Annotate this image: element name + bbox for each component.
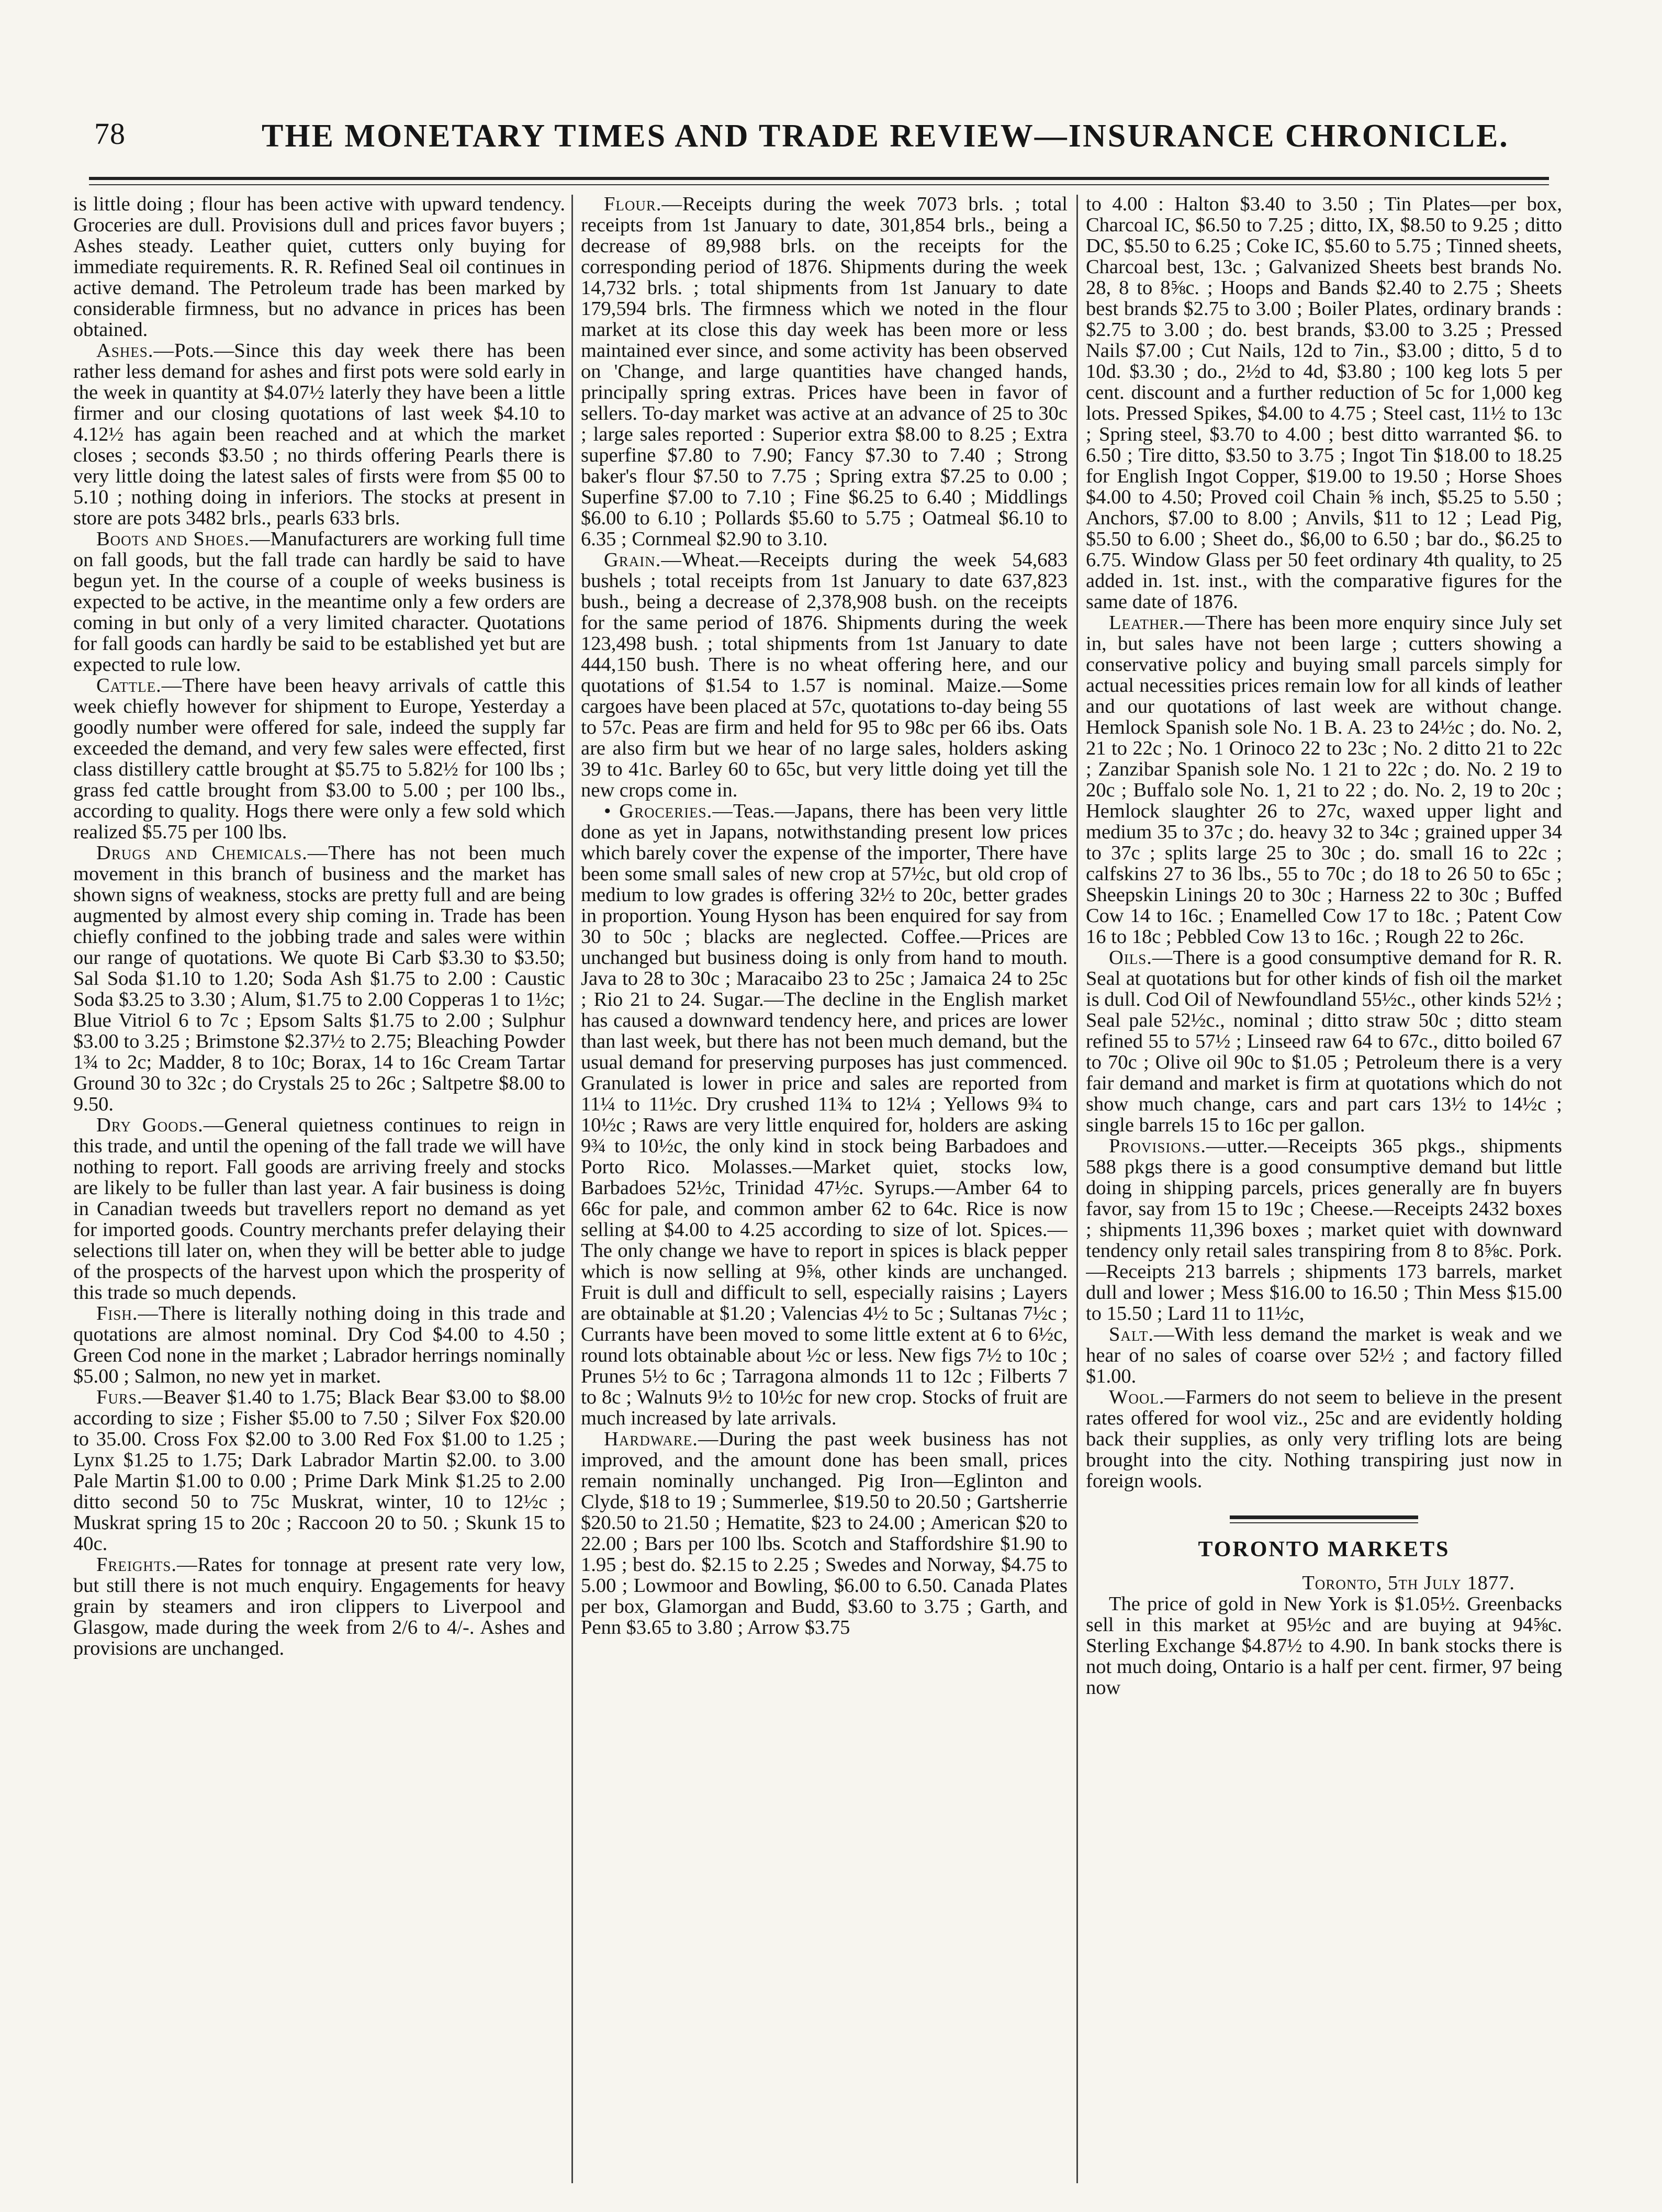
section-heading: Leather.—	[1109, 612, 1206, 634]
article-paragraph-drugs	[73, 843, 565, 1115]
section-heading: Furs.—	[96, 1386, 164, 1408]
section-heading: Provisions.—	[1109, 1135, 1227, 1157]
article-paragraph-freights	[73, 1554, 565, 1659]
section-body: There has not been much movement in this branch of business and the market has shown signs of weakness, stocks are pretty full and are being augmented by almost every ship coming in. Trade has been chiefly confined to the jobbing trade and sales were within our range of quotations. We quote Bi Carb $3.30 to $3.50; Sal Soda $1.10 to 1.20; Soda Ash $1.75 to 2.00 : Caustic Soda $3.25 to 3.30 ; Alum, $1.75 to 2.00 Copperas 1 to 1½c; Blue Vitriol 6 to 7c ; Epsom Salts $1.75 to 2.00 ; Sulphur $3.00 to 3.25 ; Brimstone $2.37½ to 2.75; Bleaching Powder 1¾ to 2c; Madder, 8 to 10c; Borax, 14 to 16c Cream Tartar Ground 30 to 32c ; do Crystals 25 to 26c ; Saltpetre $8.00 to 9.50.	[73, 842, 565, 1115]
section-heading: Hardware.—	[604, 1428, 719, 1450]
article-paragraph-hardware-cont: to 4.00 : Halton $3.40 to 3.50 ; Tin Plates—per box, Charcoal IC, $6.50 to 7.25 ; ditto, IX, $8.50 to 9.25 ; ditto DC, $5.50 to 6.25 ; Coke IC, $5.60 to 5.75 ; Tinned sheets, Charcoal best, 13c. ; Galvanized Sheets best brands No. 28, 8 to 8⅝c. ; Hoops and Bands $2.40 to 2.75 ; Sheets best brands $2.75 to 3.00 ; Boiler Plates, ordinary brands : $2.75 to 3.00 ; do. best brands, $3.00 to 3.25 ; Pressed Nails $7.00 ; Cut Nails, 12d to 7in., $3.00 ; ditto, 5 d to 10d. $3.30 ; do., 2½d to 4d, $3.80 ; 100 keg lots 5 per cent. discount and a further reduction of 5c for 1,000 keg lots. Pressed Spikes, $4.00 to 4.75 ; Steel cast, 11½ to 13c ; Spring steel, $3.70 to 4.00 ; best ditto warranted $6. to 6.50 ; Tire ditto, $3.50 to 3.75 ; Ingot Tin $18.00 to 18.25 for English Ingot Copper, $19.00 to 19.50 ; Horse Shoes $4.00 to 4.50; Proved coil Chain ⅝ inch, $5.25 to 5.50 ; Anchors, $7.00 to 8.00 ; Anvils, $11 to 12 ; Lead Pig, $5.50 to 6.00 ; Sheet do., $6,00 to 6.50 ; bar do., $6.25 to 6.75. Window Glass per 50 feet ordinary 4th quality, to 25 added in. 1st. inst., with the comparative figures for the same date of 1876.	[1086, 194, 1562, 613]
section-heading: Grain.—	[604, 549, 682, 571]
section-heading: Drugs and Chemicals.—	[96, 842, 329, 864]
section-body: Receipts during the week 7073 brls. ; total receipts from 1st January to date, 301,854 brls., being a decrease of 89,988 brls. on the receipts for the corresponding period of 1876. Shipments during the week 14,732 brls. ; total shipments from 1st January to date 179,594 brls. The firmness which we noted in the flour market at its close this day week has been more or less maintained ever since, and some activity has been observed on 'Change, and large quantities have changed hands, principally spring extras. Prices have been in favor of sellers. To-day market was active at an advance of 25 to 30c ; large sales reported : Superior extra $8.00 to 8.25 ; Extra superfine $7.80 to 7.90; Fancy $7.30 to 7.40 ; Strong baker's flour $7.50 to 7.75 ; Spring extra $7.25 to 0.00 ; Superfine $7.00 to 7.10 ; Fine $6.25 to 6.40 ; Middlings $6.00 to 6.10 ; Pollards $5.60 to 5.75 ; Oatmeal $6.10 to 6.35 ; Cornmeal $2.90 to 3.10.	[581, 194, 1068, 550]
section-heading: Cattle.—	[96, 675, 183, 697]
section-body: utter.—Receipts 365 pkgs., shipments 588 pkgs there is a good consumptive demand but little doing in shipping parcels, prices generally are fn buyers favor, say from 15 to 19c ; Cheese.—Receipts 2432 boxes ; shipments 11,396 boxes ; market quiet with downward tendency only retail sales transpiring from 8 to 8⅝c. Pork.—Receipts 213 barrels ; shipments 173 barrels, market dull and lower ; Mess $16.00 to 16.50 ; Thin Mess $15.00 to 15.50 ; Lard 11 to 11½c,	[1086, 1135, 1562, 1324]
section-rule	[1230, 1515, 1418, 1519]
article-paragraph-flour	[581, 194, 1068, 549]
article-paragraph-provisions	[1086, 1136, 1562, 1324]
section-rule-thin	[1230, 1522, 1418, 1523]
article-paragraph-boots-shoes	[73, 529, 565, 675]
column-right	[1086, 194, 1562, 2198]
article-paragraph-fish	[73, 1303, 565, 1387]
section-body: Rates for tonnage at present rate very low, but still there is not much enquiry. Engagements for heavy grain by steamers and iron clippers to Liverpool and Glasgow, made during the week from 2/6 to 4/-. Ashes and provisions are unchanged.	[73, 1554, 565, 1659]
column-divider	[571, 195, 573, 2183]
article-paragraph-grain	[581, 549, 1068, 801]
article-paragraph: is little doing ; flour has been active with upward tendency. Groceries are dull. Provisions dull and prices favor buyers ; Ashes steady. Leather quiet, cutters only buying for immediate requirements. R. R. Refined Seal oil continues in active demand. The Petroleum trade has been marked by considerable firmness, but no advance in prices has been obtained.	[73, 194, 565, 341]
section-heading: Freights.—	[96, 1554, 198, 1576]
section-body: There is literally nothing doing in this trade and quotations are almost nominal. Dry Cod $4.00 to 4.50 ; Green Cod none in the market ; Labrador herrings nominally $5.00 ; Salmon, no new yet in market.	[73, 1303, 565, 1387]
article-paragraph-dry-goods	[73, 1115, 565, 1303]
article-paragraph-wool	[1086, 1387, 1562, 1491]
dateline: Toronto, 5th July 1877.	[1302, 1572, 1515, 1594]
section-body: Beaver $1.40 to 1.75; Black Bear $3.00 to $8.00 according to size ; Fisher $5.00 to 7.50 ; Silver Fox $20.00 to 35.00. Cross Fox $2.00 to 3.00 Red Fox $1.00 to 1.25 ; Lynx $1.25 to 1.75; Dark Labrador Martin $2.00. to 3.00 Pale Martin $1.00 to 0.00 ; Prime Dark Mink $1.25 to 2.00 ditto second 50 to 75c Muskrat, winter, 10 to 12½c ; Muskrat spring 15 to 20c ; Raccoon 20 to 50. ; Skunk 15 to 40c.	[73, 1386, 565, 1555]
section-heading: Boots and Shoes.—	[96, 528, 271, 550]
column-middle	[581, 194, 1068, 2198]
header-rule-thin	[89, 184, 1549, 185]
article-paragraph-toronto: The price of gold in New York is $1.05½. Greenbacks sell in this market at 95½c and are buying at 94⅝c. Sterling Exchange $4.87½ to 4.90. In bank stocks there is not much doing, Ontario is a half per cent. firmer, 97 being now	[1086, 1593, 1562, 1699]
section-body: With less demand the market is weak and we hear of no sales of coarse over 52½ ; and factory filled $1.00.	[1086, 1323, 1562, 1387]
article-paragraph-salt	[1086, 1324, 1562, 1387]
page-number: 78	[94, 117, 126, 151]
section-heading: Dry Goods.—	[96, 1114, 224, 1136]
article-paragraph-ashes	[73, 340, 565, 529]
article-paragraph-groceries	[581, 801, 1068, 1429]
article-paragraph-oils	[1086, 947, 1562, 1136]
section-body: There have been heavy arrivals of cattle this week chiefly however for shipment to Europe, Yesterday a goodly number were offered for sale, indeed the supply far exceeded the demand, and very few sales were effected, first class distillery cattle brought at $5.75 to 5.82½ for 100 lbs ; grass fed cattle brought from $3.00 to 5.00 ; per 100 lbs., according to quality. Hogs there were only a few sold which realized $5.75 per 100 lbs.	[73, 675, 565, 843]
toronto-markets-title: TORONTO MARKETS	[1198, 1537, 1450, 1562]
section-body: During the past week business has not improved, and the amount done has been small, prices remain nominally unchanged. Pig Iron—Eglinton and Clyde, $18 to 19 ; Summerlee, $19.50 to 20.50 ; Gartsherrie $20.50 to 21.50 ; Hematite, $23 to 24.00 ; American $20 to 22.00 ; Bars per 100 lbs. Scotch and Staffordshire $1.90 to 1.95 ; best do. $2.15 to 2.25 ; Swedes and Norway, $4.75 to 5.00 ; Lowmoor and Bowling, $6.00 to 6.50. Canada Plates per box, Glamorgan and Budd, $3.60 to 3.75 ; Garth, and Penn $3.65 to 3.80 ; Arrow $3.75	[581, 1428, 1068, 1638]
section-body: Wheat.—Receipts during the week 54,683 bushels ; total receipts from 1st January to date 637,823 bush., being a decrease of 2,378,908 bush. on the receipts for the same period of 1876. Shipments during the week 123,498 bush. ; total shipments from 1st January to date 444,150 bush. There is no wheat offering here, and our quotations of $1.54 to 1.57 is nominal. Maize.—Some cargoes have been placed at 57c, quotations to-day being 55 to 57c. Peas are firm and held for 95 to 98c per 66 ibs. Oats are also firm but we hear of no large sales, holders asking 39 to 41c. Barley 60 to 65c, but very little doing yet till the new crops come in.	[581, 549, 1068, 801]
column-divider	[1076, 195, 1078, 2183]
section-body: Teas.—Japans, there has been very little done as yet in Japans, notwithstanding present low prices which barely cover the expense of the importer, There have been some small sales of new crop at 57½c, but old crop of medium to low grades is offering 32½ to 20c, better grades in proportion. Young Hyson has been enquired for say from 30 to 50c ; blacks are neglected. Coffee.—Prices are unchanged but business doing is only from hand to mouth. Java to 28 to 30c ; Maracaibo 23 to 25c ; Jamaica 24 to 25c ; Rio 21 to 24. Sugar.—The decline in the English market has caused a downward tendency here, and prices are lower than last week, but there has not been much demand, but the usual demand for preserving purposes has just commenced. Granulated is lower in price and sales are reported from 11¼ to 11½c. Dry crushed 11¾ to 12¼ ; Yellows 9¾ to 10½c ; Raws are very little enquired for, holders are asking 9¾ to 10½c, the only kind in stock being Barbadoes and Porto Rico. Molasses.—Market quiet, stocks low, Barbadoes 52½c, Trinidad 47½c. Syrups.—Amber 64 to 66c for pale, and common amber 62 to 64c. Rice is now selling at $4.00 to 4.25 according to size of lot. Spices.—The only change we have to report in spices is black pepper which is now selling at 9⅝, other kinds are unchanged. Fruit is dull and difficult to sell, especially raisins ; Layers are obtainable at $1.20 ; Valencias 4½ to 5c ; Sultanas 7½c ; Currants have been moved to some little extent at 6 to 6½c, round lots obtainable about ½c or less. New figs 7½ to 10c ; Prunes 5½ to 6c ; Tarragona almonds 11 to 12c ; Filberts 7 to 8c ; Walnuts 9½ to 10½c for new crop. Stocks of fruit are much increased by late arrivals.	[581, 800, 1068, 1429]
article-paragraph-leather	[1086, 612, 1562, 947]
page-header	[89, 105, 1549, 167]
section-heading: Flour.—	[604, 194, 683, 215]
section-heading: • Groceries.—	[604, 800, 733, 822]
header-rule	[89, 177, 1549, 180]
section-body: Pots.—Since this day week there has been rather less demand for ashes and first pots were sold early in the week in quantity at $4.07½ laterly they have been a little firmer and our closing quotations of last week $4.10 to 4.12½ has again been reached and at which the market closes ; seconds $3.50 ; no thirds offering Pearls there is very little doing the latest sales of firsts were from $5 00 to 5.10 ; nothing doing in inferiors. The stocks at present in store are pots 3482 brls., pearls 633 brls.	[73, 340, 565, 529]
section-body: Manufacturers are working full time on fall goods, but the fall trade can hardly be said to have begun yet. In the course of a couple of weeks business is expected to be active, in the meantime only a few orders are coming in but only of a very limited character. Quotations for fall goods can hardly be said to be established yet but are expected to rule low.	[73, 528, 565, 676]
article-paragraph-furs	[73, 1387, 565, 1554]
article-paragraph-hardware	[581, 1429, 1068, 1638]
section-body: General quietness continues to reign in this trade, and until the opening of the fall trade we will have nothing to report. Fall goods are arriving freely and stocks are likely to be fuller than last year. A fair business is doing in Canadian tweeds but travellers report no demand as yet for imported goods. Country merchants prefer delaying their selections till later on, when they will be better able to judge of the prospects of the harvest upon which the prosperity of this trade so much depends.	[73, 1114, 565, 1304]
section-body: Farmers do not seem to believe in the present rates offered for wool viz., 25c and are evidently holding back their supplies, as only very trifling lots are being brought into the city. Nothing transpiring just now in foreign wools.	[1086, 1386, 1562, 1492]
section-heading: Salt.—	[1109, 1323, 1175, 1345]
section-body: There is a good consumptive demand for R. R. Seal at quotations but for other kinds of fish oil the market is dull. Cod Oil of Newfoundland 55½c., other kinds 52½ ; Seal pale 52½c., nominal ; ditto straw 50c ; ditto steam refined 55 to 57½ ; Linseed raw 64 to 67c., ditto boiled 67 to 70c ; Olive oil 90c to $1.05 ; Petroleum there is a very fair demand and market is firm at quotations which do not show much change, cars and part cars 13½ to 14½c ; single barrels 15 to 16c per gallon.	[1086, 947, 1562, 1136]
article-paragraph-cattle	[73, 675, 565, 843]
section-heading: Ashes.—	[96, 340, 174, 362]
column-left	[73, 194, 565, 2198]
section-heading: Oils.—	[1109, 947, 1173, 969]
section-body: There has been more enquiry since July set in, but sales have not been large ; cutters showing a conservative policy and buying small parcels simply for actual necessities prices remain low for all kinds of leather and our quotations of last week are without change. Hemlock Spanish sole No. 1 B. A. 23 to 24½c ; do. No. 2, 21 to 22c ; No. 1 Orinoco 22 to 23c ; No. 2 ditto 21 to 22c ; Zanzibar Spanish sole No. 1 21 to 22c ; do. No. 2 19 to 20c ; Buffalo sole No. 1, 21 to 22 ; do. No. 2, 19 to 20c ; Hemlock slaughter 26 to 27c, waxed upper light and medium 35 to 37c ; do. heavy 32 to 34c ; grained upper 34 to 37c ; splits large 25 to 30c ; do. small 16 to 22c ; calfskins 27 to 36 lbs., 55 to 70c ; do 18 to 26 50 to 65c ; Sheepskin Linings 20 to 30c ; Harness 22 to 30c ; Buffed Cow 14 to 16c. ; Enamelled Cow 17 to 18c. ; Patent Cow 16 to 18c ; Pebbled Cow 13 to 16c. ; Rough 22 to 26c.	[1086, 612, 1562, 948]
section-heading: Fish.—	[96, 1303, 159, 1324]
masthead-title: THE MONETARY TIMES AND TRADE REVIEW—INSURANCE CHRONICLE.	[262, 118, 1509, 154]
section-heading: Wool.—	[1109, 1386, 1185, 1408]
